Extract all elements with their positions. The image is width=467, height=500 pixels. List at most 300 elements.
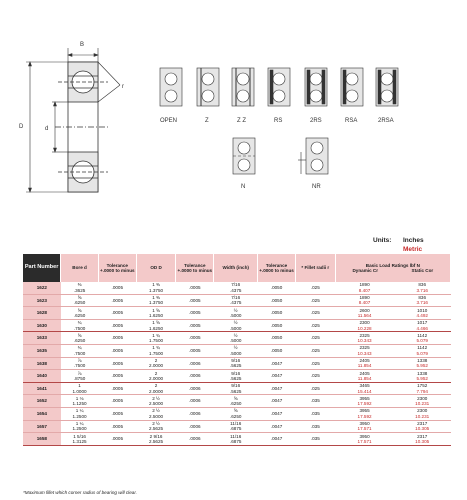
label-2rsa: 2RSA (378, 118, 394, 124)
od-cell-line: 1.3750 (149, 300, 164, 306)
tol-od-cell: .0005 (176, 344, 214, 357)
width-cell-line: .6250 (229, 413, 242, 419)
od-cell-line: 2 ½ (152, 420, 160, 426)
tol-bore-cell: .0005 (98, 319, 136, 332)
bore-cell-line: ⅝ (77, 307, 82, 313)
static-cell-line: 5.952 (416, 363, 428, 369)
part-number-cell: 1630 (23, 319, 61, 332)
od-cell-line: 2.5625 (149, 426, 164, 432)
tol-od-cell: .0006 (176, 420, 214, 433)
od-cell-line: 2.5000 (149, 413, 164, 419)
od-cell-line: 2 (154, 383, 158, 389)
od-cell-line: 2.0000 (149, 363, 164, 369)
static-cell-line: 2300 (417, 408, 428, 414)
bore-cell-line: 1 ¼ (75, 420, 84, 426)
variant-nr (298, 138, 328, 174)
header-od: OD D (136, 254, 176, 282)
bore-cell-line: ⅝ (77, 332, 82, 338)
bore-cell-line: 1.1250 (72, 401, 87, 407)
od-cell-line: 2 (154, 370, 158, 376)
table-body (23, 282, 451, 445)
tol-bore-cell: .0005 (98, 395, 136, 408)
od-cell (136, 382, 176, 395)
static-cell (394, 407, 451, 420)
tol-bore-cell: .0005 (98, 357, 136, 370)
static-cell-line: 1338 (417, 370, 428, 376)
tol-od-cell: .0005 (176, 332, 214, 345)
od-cell-line: 2.5000 (149, 401, 164, 407)
static-cell-line: 3.716 (416, 287, 428, 293)
width-cell-line: ⅝ (233, 395, 238, 401)
units-label: Units: (373, 237, 392, 244)
static-cell-line: 2300 (417, 395, 428, 401)
static-cell-line: 1017 (417, 320, 428, 326)
bore-cell-line: .6250 (73, 338, 86, 344)
tol-od-cell: .0005 (176, 282, 214, 294)
tol-width-cell: .0047 (258, 407, 296, 420)
tol-od-cell: .0005 (176, 307, 214, 320)
od-cell-line: 2.0000 (149, 375, 164, 381)
dynamic-cell (335, 370, 394, 383)
fillet-cell: .025 (295, 307, 335, 320)
variant-rs (268, 68, 290, 106)
static-cell-line: 1752 (417, 383, 428, 389)
dynamic-cell-line: 1890 (359, 282, 370, 288)
table-row (23, 307, 451, 320)
header-tol-bore: Tolerance +.0000 to minus (98, 254, 136, 282)
od-cell-line: 1 ⅝ (152, 307, 160, 313)
static-cell (394, 357, 451, 370)
dynamic-cell-line: 2325 (359, 345, 370, 351)
static-cell-line: 10.231 (415, 401, 430, 407)
static-cell-line: 1142 (417, 345, 428, 351)
width-cell-line: .6250 (229, 401, 242, 407)
dynamic-cell-line: 1890 (359, 294, 370, 300)
od-cell-line: 1 ⅝ (152, 320, 160, 326)
bore-cell (61, 407, 99, 420)
dynamic-cell (335, 407, 394, 420)
table-row (23, 344, 451, 357)
width-cell (214, 395, 258, 408)
header-tol-od: Tolerance +.0000 to minus (176, 254, 214, 282)
bore-cell (61, 382, 99, 395)
tol-width-cell: .0050 (258, 294, 296, 307)
od-cell (136, 282, 176, 294)
static-cell-line: 4.492 (416, 312, 428, 318)
static-cell (394, 294, 451, 307)
dynamic-cell-line: 11.564 (357, 312, 372, 318)
static-cell-line: 3.716 (416, 300, 428, 306)
table-row (23, 433, 451, 446)
table-row (23, 420, 451, 433)
fillet-cell: .025 (295, 319, 335, 332)
tol-width-cell: .0050 (258, 332, 296, 345)
label-nr: NR (312, 184, 321, 190)
bore-cell (61, 282, 99, 294)
dynamic-cell (335, 294, 394, 307)
tol-od-cell: .0005 (176, 319, 214, 332)
bore-cell-line: .6250 (73, 300, 86, 306)
table-row (23, 382, 451, 395)
part-number-cell: 1638 (23, 357, 61, 370)
width-cell-line: 9/16 (231, 357, 241, 363)
dynamic-cell (335, 395, 394, 408)
static-cell (394, 319, 451, 332)
table-row (23, 319, 451, 332)
table-row (23, 370, 451, 383)
fillet-cell: .025 (295, 282, 335, 294)
tol-od-cell: .0006 (176, 382, 214, 395)
width-cell-line: .5000 (229, 350, 242, 356)
bore-cell-line: 1 5/16 (73, 433, 86, 439)
tol-width-cell: .0047 (258, 357, 296, 370)
dynamic-cell (335, 332, 394, 345)
width-cell-line: .5625 (229, 375, 242, 381)
width-cell-line: 7/16 (231, 294, 241, 300)
label-rsa: RSA (345, 118, 358, 124)
bore-cell-line: 1.0000 (72, 388, 87, 394)
width-cell-line: ½ (233, 332, 238, 338)
width-cell-line: .5625 (229, 363, 242, 369)
static-cell (394, 382, 451, 395)
static-cell (394, 307, 451, 320)
part-number-cell: 1628 (23, 307, 61, 320)
part-number-cell: 1652 (23, 395, 61, 408)
static-cell (394, 370, 451, 383)
dynamic-cell-line: 2300 (359, 320, 370, 326)
od-cell-line: 1.7500 (149, 350, 164, 356)
label-zz: Z Z (237, 118, 246, 124)
static-cell-line: 4.466 (416, 325, 428, 331)
label-d: d (45, 126, 49, 132)
bore-cell-line: ⅝ (77, 294, 82, 300)
header-dynamic: Dynamic Cr (352, 268, 378, 273)
od-cell (136, 395, 176, 408)
tol-bore-cell: .0005 (98, 370, 136, 383)
width-cell (214, 382, 258, 395)
variant-2rs (305, 68, 327, 106)
bore-cell-line: ¾ (77, 345, 82, 351)
units-inches: Inches (403, 237, 424, 244)
od-cell (136, 407, 176, 420)
fillet-cell: .025 (295, 382, 335, 395)
static-cell (394, 282, 451, 294)
dynamic-cell-line: 17.571 (357, 426, 372, 432)
label-rs: RS (274, 118, 283, 124)
static-cell-line: 10.305 (415, 426, 430, 432)
label-D: D (19, 124, 24, 130)
width-cell (214, 344, 258, 357)
static-cell-line: 5.079 (416, 350, 428, 356)
table-row (23, 294, 451, 307)
tol-bore-cell: .0005 (98, 407, 136, 420)
bore-cell-line: .3625 (73, 287, 86, 293)
fillet-cell: .025 (295, 370, 335, 383)
od-cell (136, 433, 176, 446)
part-number-cell: 1657 (23, 420, 61, 433)
table-row (23, 395, 451, 408)
dynamic-cell-line: 17.592 (357, 413, 372, 419)
variant-z (197, 68, 219, 106)
od-cell-line: 2.0000 (149, 388, 164, 394)
dynamic-cell-line: 17.592 (357, 401, 372, 407)
width-cell-line: ½ (233, 320, 238, 326)
tol-od-cell: .0006 (176, 370, 214, 383)
dynamic-cell-line: 2325 (359, 332, 370, 338)
bore-cell (61, 294, 99, 307)
od-cell-line: 1 ⅜ (152, 294, 160, 300)
variant-zz (232, 68, 254, 106)
part-number-cell: 1622 (23, 282, 61, 294)
variant-rsa (341, 68, 363, 106)
table-row (23, 282, 451, 294)
tol-width-cell: .0050 (258, 319, 296, 332)
tol-width-cell: .0047 (258, 382, 296, 395)
dynamic-cell-line: 2405 (359, 357, 370, 363)
label-n: N (241, 184, 246, 190)
dynamic-cell (335, 357, 394, 370)
width-cell (214, 319, 258, 332)
part-number-cell: 1658 (23, 433, 61, 446)
units-metric: Metric (403, 246, 423, 253)
tol-width-cell: .0050 (258, 282, 296, 294)
od-cell (136, 344, 176, 357)
dynamic-cell-line: 11.854 (357, 375, 372, 381)
width-cell-line: .4375 (229, 300, 242, 306)
tol-width-cell: .0050 (258, 307, 296, 320)
dynamic-cell-line: 3465 (359, 383, 370, 389)
bore-cell (61, 357, 99, 370)
tol-od-cell: .0006 (176, 433, 214, 446)
bore-cell-line: ¾ (77, 320, 82, 326)
tol-width-cell: .0047 (258, 433, 296, 446)
width-cell-line: .5000 (229, 325, 242, 331)
table-header-row (23, 254, 451, 282)
variant-open (160, 68, 182, 106)
tol-bore-cell: .0005 (98, 433, 136, 446)
bore-cell-line: 1 ⅛ (75, 395, 84, 401)
bearing-specs-table (23, 254, 451, 446)
header-fillet: * Fillet radii r (295, 254, 335, 282)
bore-cell-line: .7500 (73, 350, 86, 356)
width-cell-line: 11/16 (230, 433, 242, 439)
label-z: Z (205, 118, 209, 124)
footnote: *Maximum fillet which corner radius of bearing will clear. (23, 490, 137, 495)
static-cell-line: 5.079 (416, 338, 428, 344)
width-cell-line: .5625 (229, 388, 242, 394)
od-cell (136, 294, 176, 307)
bore-cell (61, 420, 99, 433)
dynamic-cell-line: 17.571 (357, 438, 372, 444)
bore-cell-line: .7500 (73, 325, 86, 331)
header-load (335, 254, 450, 282)
od-cell (136, 357, 176, 370)
dynamic-cell (335, 307, 394, 320)
part-number-cell: 1654 (23, 407, 61, 420)
bore-cell-line: .7500 (73, 363, 86, 369)
width-cell-line: ½ (233, 345, 238, 351)
od-cell-line: 1 ¾ (152, 345, 160, 351)
width-cell (214, 357, 258, 370)
tol-od-cell: .0006 (176, 357, 214, 370)
od-cell-line: 2 ½ (152, 408, 160, 414)
tol-bore-cell: .0005 (98, 382, 136, 395)
width-cell (214, 332, 258, 345)
dynamic-cell (335, 319, 394, 332)
fillet-cell: .035 (295, 433, 335, 446)
width-cell-line: 7/16 (231, 282, 241, 288)
label-r: r (122, 84, 124, 90)
dynamic-cell (335, 420, 394, 433)
tol-bore-cell: .0005 (98, 307, 136, 320)
static-cell (394, 344, 451, 357)
dynamic-cell (335, 382, 394, 395)
static-cell-line: 7.794 (416, 388, 428, 394)
width-cell-line: .5000 (229, 312, 242, 318)
bore-cell-line: ⅞ (77, 370, 82, 376)
width-cell (214, 307, 258, 320)
table-row (23, 407, 451, 420)
tol-od-cell: .0006 (176, 407, 214, 420)
od-cell (136, 370, 176, 383)
tol-bore-cell: .0005 (98, 420, 136, 433)
od-cell-line: 2 ½ (152, 395, 160, 401)
width-cell-line: 9/16 (231, 383, 241, 389)
static-cell-line: 2317 (417, 433, 428, 439)
part-number-cell: 1633 (23, 332, 61, 345)
bore-cell (61, 433, 99, 446)
od-cell-line: 1.7500 (149, 338, 164, 344)
dynamic-cell (335, 344, 394, 357)
dynamic-cell-line: 2405 (359, 370, 370, 376)
tol-bore-cell: .0005 (98, 332, 136, 345)
header-load-title: Basic Load Ratings lbf N (365, 262, 420, 268)
od-cell-line: 2 (154, 357, 158, 363)
bore-cell-line: ⅜ (77, 282, 82, 288)
table-row (23, 357, 451, 370)
dynamic-cell-line: 3950 (359, 433, 370, 439)
static-cell-line: 836 (418, 282, 427, 288)
header-width: Width (inch) (214, 254, 258, 282)
part-number-cell: 1640 (23, 370, 61, 383)
fillet-cell: .025 (295, 294, 335, 307)
static-cell-line: 1338 (417, 357, 428, 363)
bore-cell-line: 1.2500 (72, 413, 87, 419)
bore-cell (61, 332, 99, 345)
width-cell-line: .6875 (229, 426, 242, 432)
fillet-cell: .025 (295, 332, 335, 345)
dynamic-cell-line: 8.407 (358, 287, 371, 293)
static-cell (394, 395, 451, 408)
part-number-cell: 1623 (23, 294, 61, 307)
header-static: Static Cor (411, 268, 434, 273)
tol-width-cell: .0050 (258, 344, 296, 357)
static-cell (394, 332, 451, 345)
static-cell-line: 2317 (417, 420, 428, 426)
static-cell-line: 1010 (417, 307, 428, 313)
dynamic-cell-line: 10.343 (357, 338, 372, 344)
tol-bore-cell: .0005 (98, 282, 136, 294)
bearing-diagram (0, 0, 467, 240)
bore-cell-line: 1 ¼ (75, 408, 84, 414)
width-cell (214, 407, 258, 420)
table-row (23, 332, 451, 345)
header-bore: Bore d (61, 254, 99, 282)
width-cell-line: .6875 (229, 438, 242, 444)
dynamic-cell-line: 15.414 (357, 388, 372, 394)
bore-cell-line: ⅞ (77, 357, 82, 363)
dynamic-cell-line: 2600 (359, 307, 370, 313)
variant-2rsa (376, 68, 398, 106)
tol-width-cell: .0047 (258, 395, 296, 408)
width-cell (214, 294, 258, 307)
part-number-cell: 1635 (23, 344, 61, 357)
static-cell-line: 836 (418, 294, 427, 300)
fillet-cell: .025 (295, 357, 335, 370)
dynamic-cell-line: 3955 (359, 395, 370, 401)
dimension-b (68, 48, 98, 62)
width-cell-line: 11/16 (230, 420, 242, 426)
width-cell-line: .5000 (229, 338, 242, 344)
tol-width-cell: .0047 (258, 420, 296, 433)
tol-bore-cell: .0005 (98, 294, 136, 307)
bore-cell-line: .6250 (73, 312, 86, 318)
od-cell-line: 1.6250 (149, 325, 164, 331)
main-bearing-section (55, 62, 110, 192)
width-cell-line: ½ (233, 307, 238, 313)
width-cell-line: .4375 (229, 287, 242, 293)
dynamic-cell-line: 10.343 (357, 350, 372, 356)
width-cell (214, 370, 258, 383)
tol-od-cell: .0005 (176, 294, 214, 307)
tol-bore-cell: .0005 (98, 344, 136, 357)
od-cell-line: 1 ⅜ (152, 282, 160, 288)
fillet-cell: .025 (295, 344, 335, 357)
od-cell-line: 2.5625 (149, 438, 164, 444)
od-cell-line: 2 9/16 (149, 433, 163, 439)
od-cell (136, 319, 176, 332)
width-cell (214, 420, 258, 433)
bore-cell-line: 1 (78, 383, 81, 389)
static-cell-line: 5.952 (416, 375, 428, 381)
dynamic-cell (335, 433, 394, 446)
part-number-cell: 1641 (23, 382, 61, 395)
od-cell-line: 1.3750 (149, 287, 164, 293)
dynamic-cell-line: 11.854 (357, 363, 372, 369)
od-cell-line: 1.6250 (149, 312, 164, 318)
width-cell-line: ⅝ (233, 408, 238, 414)
bore-cell (61, 395, 99, 408)
bore-cell (61, 370, 99, 383)
dynamic-cell-line: 10.228 (357, 325, 372, 331)
static-cell-line: 10.231 (415, 413, 430, 419)
static-cell-line: 10.305 (415, 438, 430, 444)
bore-cell-line: 1.3125 (72, 438, 87, 444)
od-cell (136, 420, 176, 433)
bore-cell (61, 307, 99, 320)
static-cell-line: 1142 (417, 332, 428, 338)
od-cell (136, 307, 176, 320)
label-b: B (80, 42, 85, 48)
tol-width-cell: .0047 (258, 370, 296, 383)
width-cell (214, 433, 258, 446)
bore-cell-line: .8750 (73, 375, 86, 381)
dynamic-cell-line: 8.407 (358, 300, 371, 306)
od-cell-line: 1 ¾ (152, 332, 160, 338)
width-cell-line: 9/16 (231, 370, 241, 376)
variant-n (233, 138, 255, 174)
header-tol-width: Tolerance +.0000 to minus (258, 254, 296, 282)
